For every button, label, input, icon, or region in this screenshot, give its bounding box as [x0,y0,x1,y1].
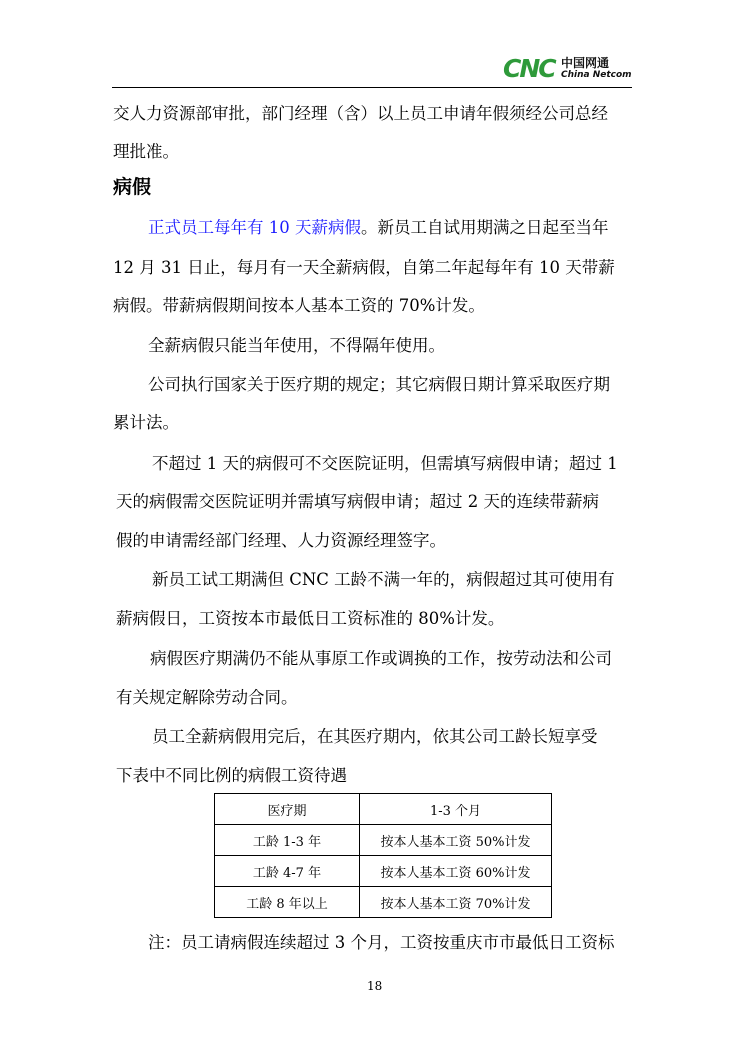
logo-chinese-name: 中国网通 [561,56,610,70]
table-row [215,825,552,856]
table-cell: 按本人基本工资 70%计发 [360,887,552,918]
para5-line-2: 薪病假日，工资按本市最低日工资标准的 80%计发。 [116,609,505,628]
para4-line-3: 假的申请需经部门经理、人力资源经理签字。 [116,531,446,550]
para1-line-1-rest: 。新员工自试用期满之日起至当年 [361,218,609,237]
para4-line-2: 天的病假需交医院证明并需填写病假申请；超过 2 天的连续带薪病 [116,492,599,511]
intro-line-2: 理批准。 [113,142,179,161]
para4-line-1: 不超过 1 天的病假可不交医院证明，但需填写病假申请；超过 1 [152,454,618,473]
para1-line-3: 病假。带薪病假期间按本人基本工资的 70%计发。 [113,296,485,315]
table-cell: 工龄 4-7 年 [215,856,360,887]
header-rule [112,87,632,88]
para6-line-1: 病假医疗期满仍不能从事原工作或调换的工作，按劳动法和公司 [150,649,612,668]
para2-line-1: 全薪病假只能当年使用，不得隔年使用。 [148,336,445,355]
table-row [215,856,552,887]
para1-highlight: 正式员工每年有 10 天薪病假 [148,218,361,237]
para3-line-2: 累计法。 [113,413,179,432]
table-header-cell: 1-3 个月 [360,794,552,825]
para3-line-1: 公司执行国家关于医疗期的规定；其它病假日期计算采取医疗期 [148,375,610,394]
table-cell: 按本人基本工资 60%计发 [360,856,552,887]
intro-line-1: 交人力资源部审批，部门经理（含）以上员工申请年假须经公司总经 [113,104,608,123]
page-number: 18 [367,979,383,993]
table-header-cell: 医疗期 [215,794,360,825]
logo-mark: CNC [503,54,555,83]
table-row [215,887,552,918]
para1-line-1 [148,218,609,238]
para6-line-2: 有关规定解除劳动合同。 [116,688,298,707]
para5-line-1: 新员工试工期满但 CNC 工龄不满一年的，病假超过其可使用有 [152,570,615,589]
table-cell: 按本人基本工资 50%计发 [360,825,552,856]
section-title: 病假 [113,176,152,198]
table-header-row [215,794,552,825]
logo-english-name: China Netcom [561,70,632,80]
para1-line-2: 12 月 31 日止，每月有一天全薪病假，自第二年起每年有 10 天带薪 [113,258,615,277]
table-cell: 工龄 1-3 年 [215,825,360,856]
note-line: 注：员工请病假连续超过 3 个月，工资按重庆市市最低日工资标 [148,933,615,952]
para7-line-2: 下表中不同比例的病假工资待遇 [116,766,347,785]
sick-pay-table [214,793,552,918]
table-cell: 工龄 8 年以上 [215,887,360,918]
para7-line-1: 员工全薪病假用完后，在其医疗期内，依其公司工龄长短享受 [152,727,598,746]
